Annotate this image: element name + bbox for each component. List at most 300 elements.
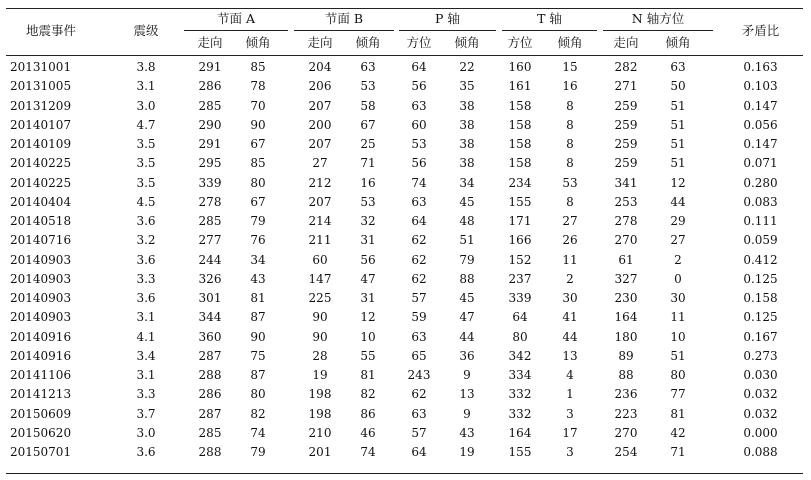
subheader-t-axis-plunge: 倾角 bbox=[557, 35, 583, 50]
cell-n-axis-dip: 44 bbox=[670, 194, 686, 209]
cell-plane-a-strike: 277 bbox=[198, 233, 222, 248]
cell-n-axis-dip: 42 bbox=[670, 425, 686, 440]
cell-event-id: 20140225 bbox=[10, 156, 72, 171]
cell-magnitude: 3.1 bbox=[136, 310, 156, 325]
cell-plane-b-strike: 212 bbox=[308, 175, 332, 190]
cell-p-axis-azimuth: 63 bbox=[411, 98, 427, 113]
cell-n-axis-strike: 259 bbox=[614, 156, 638, 171]
focal-mechanism-table bbox=[6, 8, 803, 474]
cell-plane-b-strike: 207 bbox=[308, 194, 332, 209]
cell-t-axis-azimuth: 237 bbox=[508, 271, 532, 286]
cell-plane-a-dip: 80 bbox=[250, 387, 266, 402]
cell-p-axis-plunge: 9 bbox=[463, 406, 471, 421]
cell-plane-a-strike: 287 bbox=[198, 406, 222, 421]
cell-plane-b-strike: 206 bbox=[308, 79, 332, 94]
cell-event-id: 20140916 bbox=[10, 348, 72, 363]
cell-n-axis-dip: 81 bbox=[670, 406, 686, 421]
cell-p-axis-azimuth: 63 bbox=[411, 329, 427, 344]
cell-magnitude: 3.6 bbox=[136, 291, 156, 305]
cell-p-axis-azimuth: 63 bbox=[411, 194, 427, 209]
cell-p-axis-azimuth: 62 bbox=[411, 233, 427, 248]
cell-plane-a-dip: 75 bbox=[250, 348, 266, 363]
cell-p-axis-azimuth: 57 bbox=[411, 291, 427, 305]
cell-p-axis-plunge: 48 bbox=[459, 214, 475, 228]
cell-event-id: 20140518 bbox=[10, 214, 72, 228]
header-plane-b: 节面 B bbox=[324, 11, 364, 26]
cell-p-axis-plunge: 38 bbox=[459, 117, 475, 132]
cell-magnitude: 3.1 bbox=[136, 368, 156, 382]
cell-plane-b-strike: 200 bbox=[308, 117, 332, 132]
cell-plane-b-dip: 81 bbox=[360, 368, 376, 382]
cell-contradiction-ratio: 0.125 bbox=[743, 271, 778, 286]
cell-event-id: 20131005 bbox=[10, 79, 72, 94]
cell-t-axis-azimuth: 334 bbox=[508, 368, 532, 382]
cell-event-id: 20140716 bbox=[10, 233, 72, 248]
cell-event-id: 20140903 bbox=[10, 271, 72, 286]
cell-p-axis-azimuth: 62 bbox=[411, 387, 427, 402]
cell-p-axis-azimuth: 53 bbox=[411, 137, 427, 151]
cell-plane-b-strike: 210 bbox=[308, 425, 332, 440]
cell-plane-a-strike: 286 bbox=[198, 79, 222, 94]
cell-plane-b-dip: 46 bbox=[360, 425, 376, 440]
subheader-plane-b-dip: 倾角 bbox=[355, 35, 381, 50]
cell-plane-a-strike: 291 bbox=[198, 60, 222, 74]
cell-t-axis-plunge: 13 bbox=[562, 348, 578, 363]
cell-plane-b-strike: 207 bbox=[308, 98, 332, 113]
cell-plane-a-dip: 43 bbox=[250, 271, 266, 286]
cell-event-id: 20140903 bbox=[10, 310, 72, 325]
cell-p-axis-plunge: 38 bbox=[459, 137, 475, 151]
cell-t-axis-plunge: 27 bbox=[562, 214, 578, 228]
cell-t-axis-azimuth: 152 bbox=[508, 252, 532, 267]
cell-plane-a-strike: 285 bbox=[198, 425, 222, 440]
group-rule-plane-b bbox=[294, 30, 394, 31]
cell-n-axis-strike: 341 bbox=[614, 175, 638, 190]
cell-plane-a-dip: 67 bbox=[250, 194, 266, 209]
cell-plane-b-strike: 19 bbox=[312, 368, 328, 382]
cell-p-axis-azimuth: 64 bbox=[411, 60, 427, 74]
cell-t-axis-plunge: 8 bbox=[566, 117, 574, 132]
cell-n-axis-dip: 29 bbox=[670, 214, 686, 228]
cell-plane-a-dip: 78 bbox=[250, 79, 266, 94]
cell-plane-a-strike: 301 bbox=[198, 291, 222, 305]
cell-contradiction-ratio: 0.030 bbox=[743, 368, 778, 382]
cell-plane-b-dip: 67 bbox=[360, 117, 376, 132]
cell-plane-a-strike: 344 bbox=[198, 310, 222, 325]
cell-contradiction-ratio: 0.032 bbox=[743, 387, 778, 402]
cell-n-axis-strike: 270 bbox=[614, 425, 638, 440]
cell-p-axis-plunge: 38 bbox=[459, 98, 475, 113]
cell-plane-a-strike: 285 bbox=[198, 214, 222, 228]
subheader-plane-a-strike: 走向 bbox=[197, 35, 223, 50]
cell-t-axis-azimuth: 80 bbox=[512, 329, 528, 344]
cell-plane-b-dip: 25 bbox=[360, 137, 376, 151]
cell-plane-a-strike: 326 bbox=[198, 271, 222, 286]
subheader-p-axis-plunge: 倾角 bbox=[454, 35, 480, 50]
cell-magnitude: 4.1 bbox=[136, 329, 156, 344]
cell-n-axis-strike: 180 bbox=[614, 329, 638, 344]
group-rule-t-axis bbox=[502, 30, 597, 31]
cell-magnitude: 3.5 bbox=[136, 156, 156, 171]
cell-plane-b-strike: 28 bbox=[312, 348, 328, 363]
cell-n-axis-strike: 89 bbox=[618, 348, 634, 363]
cell-plane-b-strike: 90 bbox=[312, 329, 328, 344]
cell-event-id: 20150609 bbox=[10, 406, 72, 421]
cell-magnitude: 3.6 bbox=[136, 445, 156, 459]
cell-contradiction-ratio: 0.103 bbox=[743, 79, 778, 94]
cell-plane-b-dip: 53 bbox=[360, 194, 376, 209]
cell-event-id: 20141106 bbox=[10, 368, 72, 382]
cell-plane-b-strike: 225 bbox=[308, 291, 332, 305]
group-rule-n-axis bbox=[603, 30, 713, 31]
cell-contradiction-ratio: 0.125 bbox=[743, 310, 778, 325]
cell-plane-a-strike: 339 bbox=[198, 175, 222, 190]
cell-t-axis-plunge: 8 bbox=[566, 194, 574, 209]
cell-contradiction-ratio: 0.167 bbox=[743, 329, 778, 344]
cell-event-id: 20140903 bbox=[10, 252, 72, 267]
cell-contradiction-ratio: 0.056 bbox=[743, 117, 778, 132]
cell-p-axis-azimuth: 56 bbox=[411, 79, 427, 94]
cell-n-axis-strike: 270 bbox=[614, 233, 638, 248]
cell-t-axis-plunge: 16 bbox=[562, 79, 578, 94]
cell-plane-b-strike: 201 bbox=[308, 445, 332, 459]
cell-n-axis-dip: 2 bbox=[674, 252, 682, 267]
cell-plane-b-dip: 56 bbox=[360, 252, 376, 267]
cell-plane-b-strike: 60 bbox=[312, 252, 328, 267]
cell-p-axis-plunge: 22 bbox=[459, 60, 475, 74]
cell-magnitude: 3.7 bbox=[136, 406, 156, 421]
cell-t-axis-plunge: 8 bbox=[566, 98, 574, 113]
cell-n-axis-dip: 51 bbox=[670, 98, 686, 113]
cell-event-id: 20140903 bbox=[10, 291, 72, 305]
cell-plane-b-strike: 211 bbox=[308, 233, 332, 248]
cell-p-axis-plunge: 45 bbox=[459, 291, 475, 305]
cell-p-axis-plunge: 88 bbox=[459, 271, 475, 286]
cell-p-axis-plunge: 19 bbox=[459, 445, 475, 459]
cell-contradiction-ratio: 0.147 bbox=[743, 137, 778, 151]
cell-plane-a-dip: 87 bbox=[250, 310, 266, 325]
cell-magnitude: 4.7 bbox=[136, 117, 156, 132]
cell-n-axis-dip: 51 bbox=[670, 156, 686, 171]
header-event: 地震事件 bbox=[25, 23, 76, 38]
cell-n-axis-dip: 80 bbox=[670, 368, 686, 382]
cell-n-axis-strike: 164 bbox=[614, 310, 638, 325]
cell-plane-b-dip: 53 bbox=[360, 79, 376, 94]
cell-p-axis-azimuth: 243 bbox=[407, 368, 431, 382]
cell-p-axis-plunge: 79 bbox=[459, 252, 475, 267]
cell-plane-a-strike: 291 bbox=[198, 137, 222, 151]
cell-t-axis-plunge: 8 bbox=[566, 156, 574, 171]
cell-t-axis-azimuth: 155 bbox=[508, 194, 532, 209]
cell-plane-b-strike: 207 bbox=[308, 137, 332, 151]
cell-p-axis-azimuth: 62 bbox=[411, 252, 427, 267]
header-contradiction-ratio: 矛盾比 bbox=[741, 23, 780, 38]
cell-t-axis-azimuth: 339 bbox=[508, 291, 532, 305]
cell-t-axis-azimuth: 64 bbox=[512, 310, 528, 325]
cell-t-axis-azimuth: 234 bbox=[508, 175, 532, 190]
cell-event-id: 20150620 bbox=[10, 425, 72, 440]
cell-plane-b-dip: 31 bbox=[360, 233, 376, 248]
cell-plane-a-dip: 34 bbox=[250, 252, 266, 267]
cell-p-axis-azimuth: 64 bbox=[411, 445, 427, 459]
cell-n-axis-dip: 51 bbox=[670, 137, 686, 151]
cell-t-axis-plunge: 3 bbox=[566, 445, 574, 459]
cell-plane-a-dip: 87 bbox=[250, 368, 266, 382]
cell-t-axis-azimuth: 342 bbox=[508, 348, 532, 363]
cell-magnitude: 3.3 bbox=[136, 387, 156, 402]
header-n-axis: N 轴方位 bbox=[631, 11, 685, 26]
cell-n-axis-strike: 253 bbox=[614, 194, 638, 209]
header-p-axis: P 轴 bbox=[435, 11, 460, 26]
cell-contradiction-ratio: 0.088 bbox=[743, 445, 778, 459]
cell-t-axis-azimuth: 158 bbox=[508, 117, 532, 132]
cell-t-axis-plunge: 26 bbox=[562, 233, 578, 248]
cell-plane-b-dip: 47 bbox=[360, 271, 376, 286]
subheader-n-axis-strike: 走向 bbox=[613, 35, 639, 50]
cell-plane-b-strike: 147 bbox=[308, 271, 332, 286]
cell-contradiction-ratio: 0.273 bbox=[743, 348, 778, 363]
cell-t-axis-plunge: 44 bbox=[562, 329, 578, 344]
cell-p-axis-plunge: 38 bbox=[459, 156, 475, 171]
cell-plane-a-dip: 90 bbox=[250, 117, 266, 132]
cell-n-axis-dip: 77 bbox=[670, 387, 686, 402]
cell-contradiction-ratio: 0.147 bbox=[743, 98, 778, 113]
cell-magnitude: 3.5 bbox=[136, 175, 156, 190]
cell-t-axis-azimuth: 155 bbox=[508, 445, 532, 459]
cell-plane-a-dip: 82 bbox=[250, 406, 266, 421]
cell-plane-a-dip: 76 bbox=[250, 233, 266, 248]
cell-plane-b-dip: 86 bbox=[360, 406, 376, 421]
header-magnitude: 震级 bbox=[133, 23, 159, 38]
cell-magnitude: 3.2 bbox=[136, 233, 156, 248]
cell-magnitude: 3.8 bbox=[136, 60, 156, 74]
cell-plane-b-dip: 31 bbox=[360, 291, 376, 305]
cell-contradiction-ratio: 0.412 bbox=[743, 252, 778, 267]
cell-plane-a-dip: 81 bbox=[250, 291, 266, 305]
cell-magnitude: 3.6 bbox=[136, 252, 156, 267]
cell-p-axis-azimuth: 56 bbox=[411, 156, 427, 171]
cell-p-axis-plunge: 45 bbox=[459, 194, 475, 209]
cell-n-axis-dip: 0 bbox=[674, 271, 682, 286]
subheader-n-axis-dip: 倾角 bbox=[665, 35, 691, 50]
cell-p-axis-azimuth: 64 bbox=[411, 214, 427, 228]
top-rule bbox=[6, 8, 803, 9]
cell-plane-b-dip: 12 bbox=[360, 310, 376, 325]
cell-plane-a-strike: 288 bbox=[198, 368, 222, 382]
cell-event-id: 20140107 bbox=[10, 117, 72, 132]
cell-n-axis-dip: 12 bbox=[670, 175, 686, 190]
cell-t-axis-azimuth: 161 bbox=[508, 79, 532, 94]
cell-p-axis-plunge: 51 bbox=[459, 233, 475, 248]
cell-event-id: 20150701 bbox=[10, 445, 72, 459]
cell-p-axis-azimuth: 63 bbox=[411, 406, 427, 421]
cell-plane-a-strike: 285 bbox=[198, 98, 222, 113]
cell-magnitude: 3.6 bbox=[136, 214, 156, 228]
cell-p-axis-plunge: 47 bbox=[459, 310, 475, 325]
cell-plane-a-dip: 79 bbox=[250, 445, 266, 459]
cell-plane-a-dip: 90 bbox=[250, 329, 266, 344]
cell-n-axis-dip: 51 bbox=[670, 117, 686, 132]
group-rule-plane-a bbox=[184, 30, 288, 31]
cell-n-axis-dip: 51 bbox=[670, 348, 686, 363]
cell-plane-b-strike: 198 bbox=[308, 406, 332, 421]
cell-p-axis-plunge: 13 bbox=[459, 387, 475, 402]
cell-p-axis-azimuth: 62 bbox=[411, 271, 427, 286]
cell-t-axis-plunge: 4 bbox=[566, 368, 574, 382]
cell-plane-a-dip: 85 bbox=[250, 156, 266, 171]
header-bottom-rule bbox=[6, 55, 803, 56]
cell-magnitude: 3.0 bbox=[136, 425, 156, 440]
cell-p-axis-plunge: 36 bbox=[459, 348, 475, 363]
cell-plane-b-dip: 16 bbox=[360, 175, 376, 190]
cell-plane-b-dip: 74 bbox=[360, 445, 376, 459]
cell-event-id: 20140109 bbox=[10, 137, 72, 151]
subheader-plane-a-dip: 倾角 bbox=[245, 35, 271, 50]
cell-plane-a-strike: 295 bbox=[198, 156, 222, 171]
cell-n-axis-strike: 271 bbox=[614, 79, 638, 94]
cell-event-id: 20131209 bbox=[10, 98, 72, 113]
cell-contradiction-ratio: 0.111 bbox=[743, 214, 778, 228]
cell-plane-b-strike: 204 bbox=[308, 60, 332, 74]
cell-p-axis-azimuth: 74 bbox=[411, 175, 427, 190]
cell-plane-a-strike: 278 bbox=[198, 194, 222, 209]
cell-contradiction-ratio: 0.032 bbox=[743, 406, 778, 421]
cell-plane-a-dip: 80 bbox=[250, 175, 266, 190]
cell-p-axis-azimuth: 60 bbox=[411, 117, 427, 132]
cell-plane-a-strike: 360 bbox=[198, 329, 222, 344]
cell-plane-a-strike: 288 bbox=[198, 445, 222, 459]
cell-magnitude: 3.0 bbox=[136, 98, 156, 113]
cell-p-axis-azimuth: 65 bbox=[411, 348, 427, 363]
cell-t-axis-plunge: 11 bbox=[562, 252, 578, 267]
cell-plane-a-dip: 79 bbox=[250, 214, 266, 228]
cell-n-axis-strike: 236 bbox=[614, 387, 638, 402]
cell-n-axis-strike: 259 bbox=[614, 117, 638, 132]
cell-t-axis-azimuth: 332 bbox=[508, 406, 532, 421]
cell-event-id: 20140225 bbox=[10, 175, 72, 190]
cell-t-axis-azimuth: 160 bbox=[508, 60, 532, 74]
cell-p-axis-plunge: 43 bbox=[459, 425, 475, 440]
cell-p-axis-plunge: 35 bbox=[459, 79, 475, 94]
cell-magnitude: 3.5 bbox=[136, 137, 156, 151]
cell-n-axis-dip: 30 bbox=[670, 291, 686, 305]
cell-contradiction-ratio: 0.071 bbox=[743, 156, 778, 171]
cell-t-axis-azimuth: 332 bbox=[508, 387, 532, 402]
cell-plane-b-dip: 32 bbox=[360, 214, 376, 228]
cell-p-axis-plunge: 34 bbox=[459, 175, 475, 190]
cell-plane-a-strike: 244 bbox=[198, 252, 222, 267]
cell-plane-b-dip: 82 bbox=[360, 387, 376, 402]
cell-n-axis-strike: 88 bbox=[618, 368, 634, 382]
cell-contradiction-ratio: 0.163 bbox=[743, 60, 778, 74]
cell-n-axis-strike: 327 bbox=[614, 271, 638, 286]
cell-t-axis-plunge: 30 bbox=[562, 291, 578, 305]
subheader-p-axis-azimuth: 方位 bbox=[406, 35, 432, 50]
cell-plane-a-dip: 85 bbox=[250, 60, 266, 74]
cell-event-id: 20140916 bbox=[10, 329, 72, 344]
cell-n-axis-strike: 223 bbox=[614, 406, 638, 421]
cell-magnitude: 3.1 bbox=[136, 79, 156, 94]
cell-plane-b-dip: 10 bbox=[360, 329, 376, 344]
cell-event-id: 20141213 bbox=[10, 387, 72, 402]
cell-plane-b-strike: 90 bbox=[312, 310, 328, 325]
cell-n-axis-dip: 63 bbox=[670, 60, 686, 74]
cell-plane-a-dip: 70 bbox=[250, 98, 266, 113]
cell-t-axis-azimuth: 166 bbox=[508, 233, 532, 248]
cell-plane-a-strike: 286 bbox=[198, 387, 222, 402]
cell-plane-b-strike: 214 bbox=[308, 214, 332, 228]
cell-n-axis-dip: 27 bbox=[670, 233, 686, 248]
cell-t-axis-azimuth: 158 bbox=[508, 137, 532, 151]
cell-n-axis-strike: 278 bbox=[614, 214, 638, 228]
cell-contradiction-ratio: 0.158 bbox=[743, 291, 778, 305]
cell-n-axis-strike: 230 bbox=[614, 291, 638, 305]
cell-event-id: 20131001 bbox=[10, 60, 72, 74]
cell-magnitude: 4.5 bbox=[136, 194, 156, 209]
cell-plane-a-strike: 287 bbox=[198, 348, 222, 363]
cell-event-id: 20140404 bbox=[10, 194, 72, 209]
cell-plane-b-dip: 55 bbox=[360, 348, 376, 363]
cell-n-axis-dip: 10 bbox=[670, 329, 686, 344]
cell-t-axis-azimuth: 158 bbox=[508, 156, 532, 171]
cell-t-axis-plunge: 41 bbox=[562, 310, 578, 325]
cell-n-axis-strike: 282 bbox=[614, 60, 638, 74]
cell-t-axis-plunge: 8 bbox=[566, 137, 574, 151]
cell-n-axis-dip: 50 bbox=[670, 79, 686, 94]
cell-t-axis-plunge: 15 bbox=[562, 60, 578, 74]
cell-t-axis-azimuth: 164 bbox=[508, 425, 532, 440]
cell-n-axis-strike: 254 bbox=[614, 445, 638, 459]
cell-t-axis-plunge: 53 bbox=[562, 175, 578, 190]
cell-t-axis-azimuth: 158 bbox=[508, 98, 532, 113]
header-t-axis: T 轴 bbox=[537, 11, 562, 26]
cell-p-axis-azimuth: 57 bbox=[411, 425, 427, 440]
cell-plane-a-strike: 290 bbox=[198, 117, 222, 132]
cell-plane-b-strike: 198 bbox=[308, 387, 332, 402]
cell-t-axis-plunge: 2 bbox=[566, 271, 574, 286]
header-plane-a: 节面 A bbox=[216, 11, 255, 26]
cell-n-axis-dip: 71 bbox=[670, 445, 686, 459]
cell-n-axis-strike: 259 bbox=[614, 98, 638, 113]
subheader-plane-b-strike: 走向 bbox=[307, 35, 333, 50]
cell-p-axis-plunge: 9 bbox=[463, 368, 471, 382]
group-rule-p-axis bbox=[399, 30, 496, 31]
cell-t-axis-plunge: 17 bbox=[562, 425, 578, 440]
cell-t-axis-azimuth: 171 bbox=[508, 214, 532, 228]
cell-n-axis-dip: 11 bbox=[670, 310, 686, 325]
cell-n-axis-strike: 259 bbox=[614, 137, 638, 151]
cell-contradiction-ratio: 0.083 bbox=[743, 194, 778, 209]
bottom-rule bbox=[6, 473, 803, 474]
cell-p-axis-plunge: 44 bbox=[459, 329, 475, 344]
cell-p-axis-azimuth: 59 bbox=[411, 310, 427, 325]
cell-plane-b-dip: 58 bbox=[360, 98, 376, 113]
cell-n-axis-strike: 61 bbox=[618, 252, 634, 267]
cell-t-axis-plunge: 1 bbox=[566, 387, 574, 402]
cell-t-axis-plunge: 3 bbox=[566, 406, 574, 421]
cell-contradiction-ratio: 0.000 bbox=[743, 425, 778, 440]
cell-magnitude: 3.4 bbox=[136, 348, 156, 363]
cell-plane-b-strike: 27 bbox=[312, 156, 328, 171]
cell-contradiction-ratio: 0.280 bbox=[743, 175, 778, 190]
subheader-t-axis-azimuth: 方位 bbox=[507, 35, 533, 50]
cell-plane-a-dip: 67 bbox=[250, 137, 266, 151]
cell-plane-a-dip: 74 bbox=[250, 425, 266, 440]
cell-plane-b-dip: 63 bbox=[360, 60, 376, 74]
cell-contradiction-ratio: 0.059 bbox=[743, 233, 778, 248]
cell-plane-b-dip: 71 bbox=[360, 156, 376, 171]
cell-magnitude: 3.3 bbox=[136, 271, 156, 286]
